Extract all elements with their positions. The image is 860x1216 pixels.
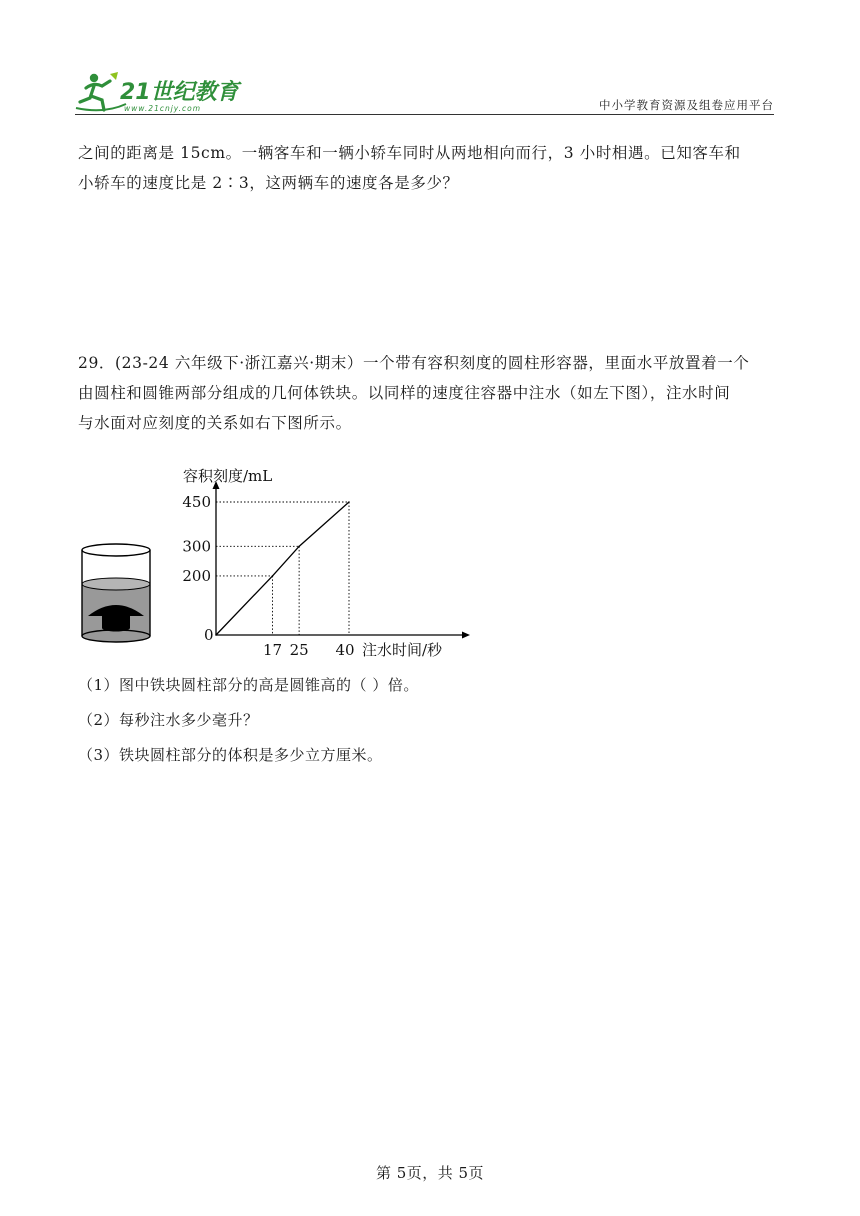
volume-time-chart [182,467,470,659]
iron-cylinder-base [102,625,130,632]
x-tick-label: 25 [289,641,309,659]
y-axis-label: 容积刻度/mL [183,467,273,485]
data-point [215,634,217,636]
page-header [0,0,860,118]
data-point [272,575,274,577]
data-point [348,501,350,503]
figure-svg [78,462,478,662]
x-tick-label: 17 [262,641,283,659]
subquestion-2: （2）每秒注水多少毫升？ [78,711,259,729]
y-tick-label: 300 [182,537,211,556]
data-point [298,546,300,548]
series-line [216,502,349,635]
platform-name: 中小学教育资源及组卷应用平台 [599,98,774,112]
question-29 [78,348,788,438]
page-footer: 第 5页，共 5页 [375,1164,485,1182]
header-divider [75,114,774,115]
question-text-line: 29．(23-24 六年级下·浙江嘉兴·期末）一个带有容积刻度的圆柱形容器，里面水平放置着一个 [78,354,750,372]
container-illustration [82,544,150,642]
continued-question [78,138,788,198]
x-axis-label: 注水时间/秒 [362,641,443,659]
container-bottom [82,630,150,642]
x-axis-arrow [462,632,470,639]
logo-text: 21世纪教育 [120,80,239,105]
subquestion-1: （1）图中铁块圆柱部分的高是圆锥高的（ ）倍。 [78,676,419,694]
question-text-line: 由圆柱和圆锥两部分组成的几何体铁块。以同样的速度往容器中注水（如左下图），注水时间 [78,384,731,402]
runner-icon [76,72,126,110]
question-figure [78,462,478,666]
logo [74,68,244,114]
y-tick-label: 200 [182,566,211,585]
logo-url: www.21cnjy.com [124,104,202,113]
container-top [82,544,150,556]
question-text-line: 小轿车的速度比是 2∶3，这两辆车的速度各是多少？ [78,174,459,192]
subquestion-3: （3）铁块圆柱部分的体积是多少立方厘米。 [78,746,383,764]
water-surface [82,578,150,590]
question-text-line: 之间的距离是 15cm。一辆客车和一辆小轿车同时从两地相向而行，3 小时相遇。已知客车和 [78,144,741,162]
y-tick-label: 450 [182,493,211,511]
question-text-line: 与水面对应刻度的关系如右下图所示。 [78,414,352,432]
origin-label: 0 [204,626,214,644]
x-tick-label: 40 [335,641,355,659]
